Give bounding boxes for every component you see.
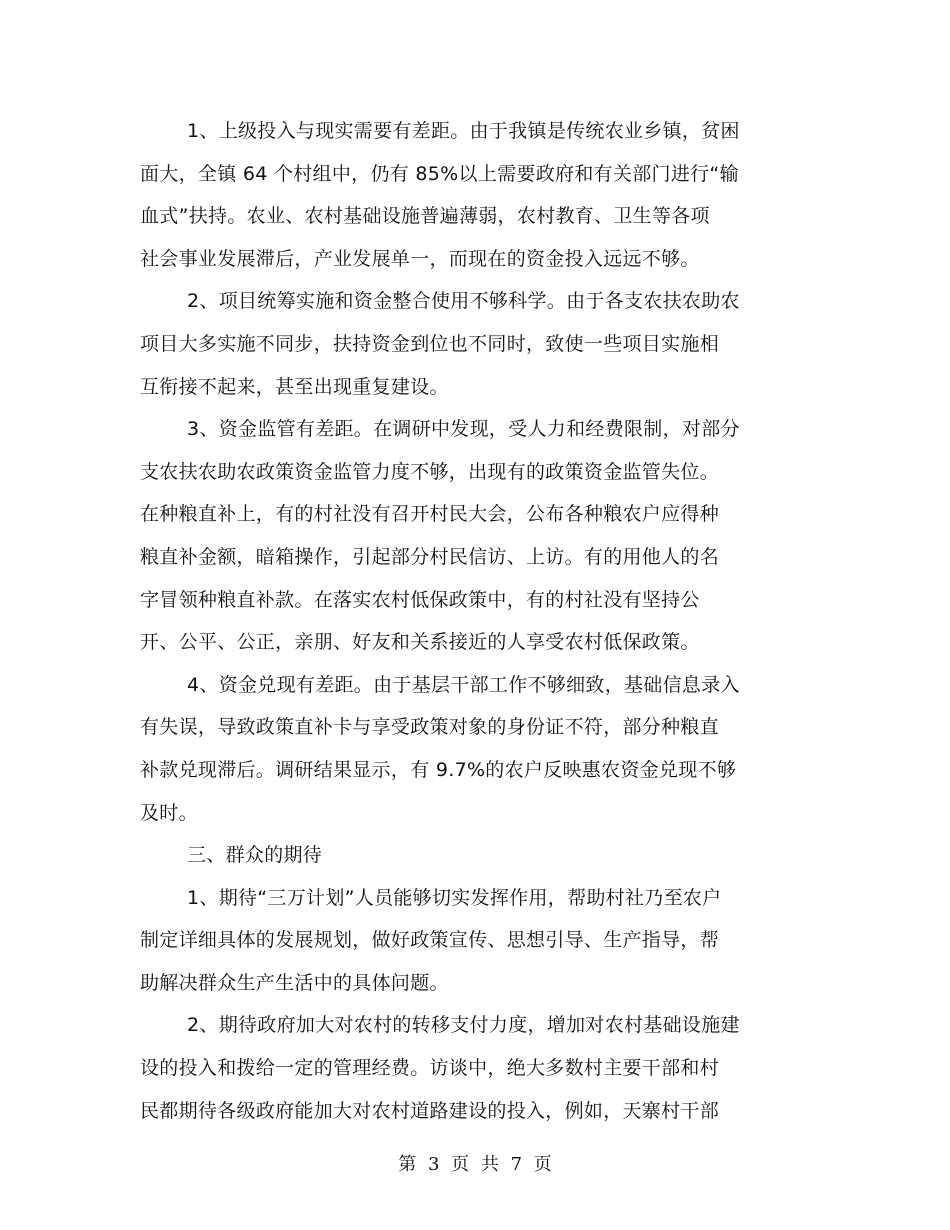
text-line: 血式”扶持。农业、农村基础设施普遍薄弱，农村教育、卫生等各项: [140, 205, 710, 228]
text-line: 字冒领种粮直补款。在落实农村低保政策中，有的村社没有坚持公: [140, 588, 700, 611]
text-line: 互衔接不起来，甚至出现重复建设。: [140, 375, 449, 398]
text-line: 社会事业发展滞后，产业发展单一，而现在的资金投入远远不够。: [140, 247, 700, 270]
text-line: 2、项目统筹实施和资金整合使用不够科学。由于各支农扶农助农: [187, 290, 740, 313]
text-line: 粮直补金额，暗箱操作，引起部分村民信访、上访。有的用他人的名: [140, 545, 720, 568]
text-line: 及时。: [140, 801, 198, 824]
text-line: 设的投入和拨给一定的管理经费。访谈中，绝大多数村主要干部和村: [140, 1057, 720, 1080]
text-line: 2、期待政府加大对农村的转移支付力度，增加对农村基础设施建: [187, 1014, 740, 1037]
text-line: 4、资金兑现有差距。由于基层干部工作不够细致，基础信息录入: [187, 673, 740, 696]
text-line: 补款兑现滞后。调研结果显示，有 9.7%的农户反映惠农资金兑现不够: [140, 758, 737, 781]
page-footer: [0, 1150, 950, 1176]
text-line: 面大，全镇 64 个村组中，仍有 85%以上需要政府和有关部门进行“输: [140, 162, 739, 185]
text-line: 在种粮直补上，有的村社没有召开村民大会，公布各种粮农户应得种: [140, 503, 720, 526]
text-line: 有失误，导致政策直补卡与享受政策对象的身份证不符，部分种粮直: [140, 716, 720, 739]
text-line: 3、资金监管有差距。在调研中发现，受人力和经费限制，对部分: [187, 418, 740, 441]
text-line: 支农扶农助农政策资金监管力度不够，出现有的政策资金监管失位。: [140, 460, 720, 483]
text-line: 1、上级投入与现实需要有差距。由于我镇是传统农业乡镇，贫困: [187, 120, 740, 142]
text-line: 民都期待各级政府能加大对农村道路建设的投入，例如，天寨村干部: [140, 1099, 720, 1122]
text-line: 开、公平、公正，亲朋、好友和关系接近的人享受农村低保政策。: [140, 631, 700, 654]
text-line: 制定详细具体的发展规划，做好政策宣传、思想引导、生产指导，帮: [140, 929, 720, 952]
section-heading: 三、群众的期待: [187, 844, 323, 867]
page-number-label: 第 3 页 共 7 页: [398, 1154, 552, 1175]
text-line: 项目大多实施不同步，扶持资金到位也不同时，致使一些项目实施相: [140, 332, 720, 355]
document-body: [140, 110, 800, 1132]
text-line: 助解决群众生产生活中的具体问题。: [140, 971, 449, 994]
text-line: 1、期待“三万计划”人员能够切实发挥作用，帮助村社乃至农户: [187, 886, 722, 909]
